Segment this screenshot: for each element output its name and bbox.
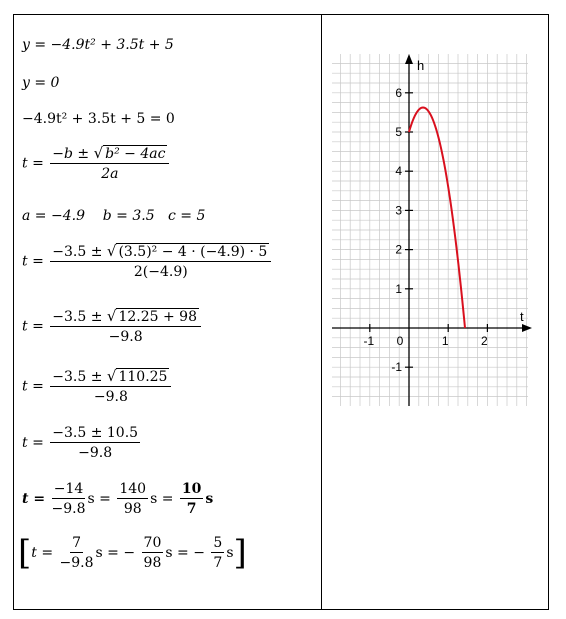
x-axis-label: t bbox=[520, 309, 524, 324]
simplify-step-1: t = $\frac{-3.5 \pm √ 12.25 + 98}{-9.8}$ bbox=[22, 308, 203, 345]
y-tick-label: 2 bbox=[395, 242, 402, 257]
equation-function: y = −4.9t² + 3.5t + 5 bbox=[22, 37, 174, 53]
x-tick-label: 2 bbox=[481, 334, 488, 348]
simplify-step-3: t = $\frac{-3.5 \pm 10.5}{-9.8}$ bbox=[22, 425, 139, 461]
y-tick-label: 5 bbox=[395, 125, 402, 139]
quadratic-formula: t = $\frac{\text{−b ± √ b² − 4ac}}{2a}$ bbox=[22, 145, 171, 182]
y-tick-label: 6 bbox=[395, 85, 402, 100]
x-tick-label: -1 bbox=[363, 334, 375, 348]
final-result: t = $\frac{-14}{-9.8}$ s = $\frac{140}{98}$ s = $\frac{10}{7}$ s bbox=[22, 481, 214, 517]
substitution-step: t = $\frac{\text{−3.5 ± √ (3.5)² − 4 · (−4.9) · 5}}{2(-4.9)}$ bbox=[22, 243, 273, 280]
equation-set-zero: −4.9t² + 3.5t + 5 = 0 bbox=[22, 111, 175, 127]
equation-y-zero: y = 0 bbox=[22, 75, 60, 91]
parabola-graph bbox=[322, 48, 534, 410]
graph-grid bbox=[332, 54, 528, 406]
y-axis-arrow bbox=[405, 54, 413, 64]
alternative-result: [t = $\frac{7}{-9.8}$ s = − $\frac{70}{98}$ s = − $\frac{5}{7}$ s] bbox=[18, 533, 247, 573]
x-tick-label: 0 bbox=[396, 334, 404, 348]
y-tick-label: 4 bbox=[395, 164, 402, 179]
parabola-curve bbox=[409, 108, 465, 329]
x-tick-label: 1 bbox=[441, 334, 449, 348]
y-tick-label: 3 bbox=[395, 203, 402, 218]
x-axis-arrow bbox=[522, 324, 532, 332]
simplify-step-2: t = $\frac{-3.5 \pm √ 110.25}{-9.8}$ bbox=[22, 368, 173, 405]
graph-labels bbox=[363, 58, 524, 374]
y-axis-label: h bbox=[417, 58, 425, 73]
y-tick-label: -1 bbox=[391, 360, 402, 375]
coefficients: a = −4.9 b = 3.5 c = 5 bbox=[22, 208, 206, 224]
y-tick-label: 1 bbox=[395, 281, 402, 296]
